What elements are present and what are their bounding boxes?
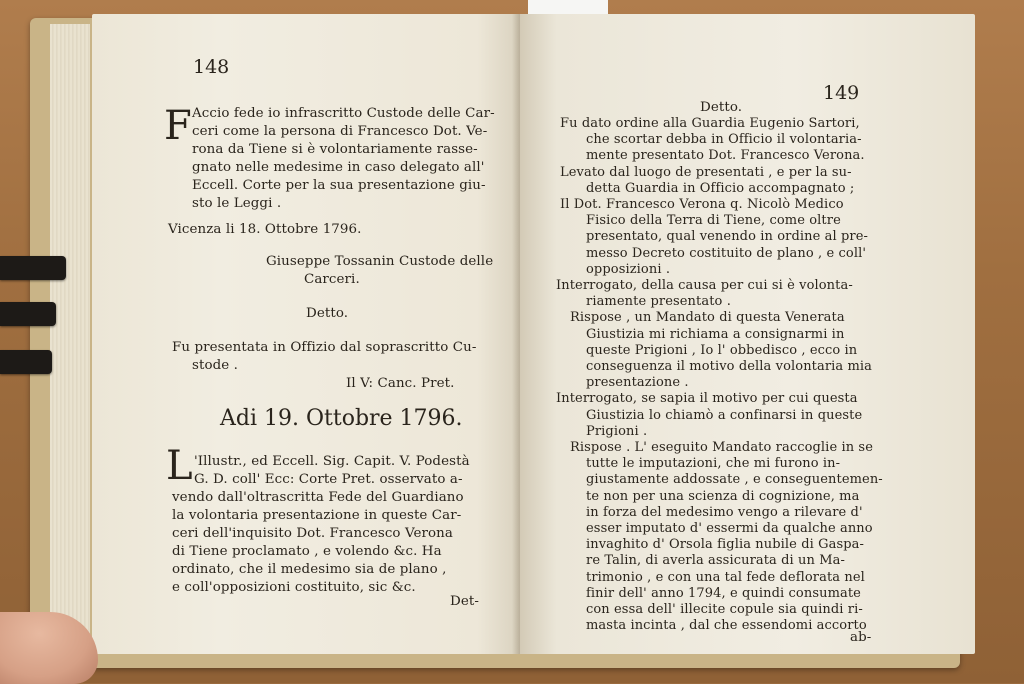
- right-line-16: conseguenza il motivo della volontaria mia: [586, 359, 873, 374]
- right-line-25: in forza del medesimo vengo a rilevare d': [586, 504, 863, 520]
- right-line-14: Giustizia mi richiama a consignarmi in: [586, 326, 845, 342]
- right-line-12: riamente presentato .: [586, 294, 731, 310]
- cert-line-2: ceri come la persona di Francesco Dot. Ve-: [192, 124, 488, 139]
- decree-line-7: ordinato, che il medesimo sia de plano ,: [172, 562, 447, 577]
- catchword-left: Det-: [450, 594, 479, 609]
- right-line-3: mente presentato Dot. Francesco Verona.: [586, 148, 865, 164]
- right-line-8: presentato, qual venendo in ordine al pre-: [586, 229, 868, 245]
- signoff: Il V: Canc. Pret.: [346, 376, 455, 391]
- right-line-29: trimonio , e con una tal fede deflorata nel: [586, 569, 865, 585]
- drop-cap-l: L: [166, 443, 193, 489]
- date-line: Vicenza li 18. Ottobre 1796.: [168, 222, 362, 237]
- right-line-22: tutte le imputazioni, che mi furono in-: [586, 456, 841, 472]
- right-line-28: re Talin, di averla assicurata di un Ma-: [586, 553, 845, 569]
- right-line-2: che scortar debba in Officio il volontaria-: [586, 132, 862, 148]
- right-line-13: Rispose , un Mandato di questa Venerata: [570, 310, 845, 326]
- detto-right: Detto.: [700, 100, 743, 115]
- cert-line-6: sto le Leggi .: [192, 196, 282, 211]
- decree-line-1: 'Illustr., ed Eccell. Sig. Capit. V. Podestà: [194, 454, 470, 469]
- decree-line-4: la volontaria presentazione in queste Car-: [172, 508, 462, 523]
- right-line-5: detta Guardia in Officio accompagnato ;: [586, 180, 855, 196]
- right-line-7: Fisico della Terra di Tiene, come oltre: [586, 213, 841, 229]
- catchword-right: ab-: [850, 630, 872, 645]
- right-line-23: giustamente addossate , e conseguentemen-: [586, 472, 883, 488]
- right-line-10: opposizioni .: [586, 261, 671, 277]
- right-line-1: Fu dato ordine alla Guardia Eugenio Sartori,: [560, 116, 860, 131]
- drop-cap-f: F: [164, 103, 192, 149]
- right-line-31: con essa dell' illecite copule sia quindi ri-: [586, 602, 863, 617]
- right-line-32: masta incinta , dal che essendomi accorto: [586, 618, 867, 634]
- left-page: [92, 14, 520, 654]
- right-line-11: Interrogato, della causa per cui si è volonta-: [556, 278, 853, 293]
- right-line-21: Rispose . L' eseguito Mandato raccoglie in se: [570, 440, 873, 455]
- binder-clip-middle: [0, 302, 56, 326]
- page-number-right: 149: [823, 82, 860, 104]
- binder-clip-bottom: [0, 350, 52, 374]
- decree-line-8: e coll'opposizioni costituito, sic &c.: [172, 580, 416, 595]
- right-line-17: presentazione .: [586, 375, 689, 391]
- signature-line-2: Carceri.: [304, 272, 360, 287]
- decree-line-2: G. D. coll' Ecc: Corte Pret. osservato a-: [194, 472, 463, 487]
- cert-line-4: gnato nelle medesime in caso delegato all': [192, 160, 485, 175]
- decree-line-3: vendo dall'oltrascritta Fede del Guardiano: [172, 490, 464, 505]
- right-line-4: Levato dal luogo de presentati , e per la su-: [560, 164, 852, 180]
- right-line-20: Prigioni .: [586, 423, 648, 439]
- decree-line-6: di Tiene proclamato , e volendo &c. Ha: [172, 544, 442, 559]
- page-edges: [50, 24, 90, 654]
- right-line-18: Interrogato, se sapia il motivo per cui questa: [556, 391, 858, 407]
- cert-line-1: Accio fede io infrascritto Custode delle Car-: [192, 106, 495, 121]
- cert-line-3: rona da Tiene si è volontariamente rasse-: [192, 142, 478, 157]
- binder-clip-top: [0, 256, 66, 280]
- decree-line-5: ceri dell'inquisito Dot. Francesco Verona: [172, 526, 453, 541]
- right-line-15: queste Prigioni , Io l' obbedisco , ecco in: [586, 342, 858, 358]
- detto-left: Detto.: [306, 306, 349, 321]
- presentata-line-1: Fu presentata in Offizio dal soprascritto Cu-: [172, 340, 477, 355]
- presentata-line-2: stode .: [192, 358, 239, 373]
- right-line-6: Il Dot. Francesco Verona q. Nicolò Medico: [560, 197, 844, 212]
- signature-line-1: Giuseppe Tossanin Custode delle: [266, 254, 494, 269]
- right-line-27: invaghito d' Orsola figlia nubile di Gaspa-: [586, 537, 864, 553]
- right-line-24: te non per una scienza di cognizione, ma: [586, 488, 860, 504]
- right-page: [520, 14, 975, 654]
- page-number-left: 148: [193, 56, 230, 78]
- right-line-19: Giustizia lo chiamò a confinarsi in queste: [586, 407, 863, 423]
- cert-line-5: Eccell. Corte per la sua presentazione giu-: [192, 178, 486, 193]
- right-line-26: esser imputato d' essermi da qualche anno: [586, 521, 873, 536]
- section-heading: Adi 19. Ottobre 1796.: [220, 406, 463, 431]
- right-line-30: finir dell' anno 1794, e quindi consumate: [586, 585, 861, 601]
- right-line-9: messo Decreto costituito de plano , e coll': [586, 245, 867, 261]
